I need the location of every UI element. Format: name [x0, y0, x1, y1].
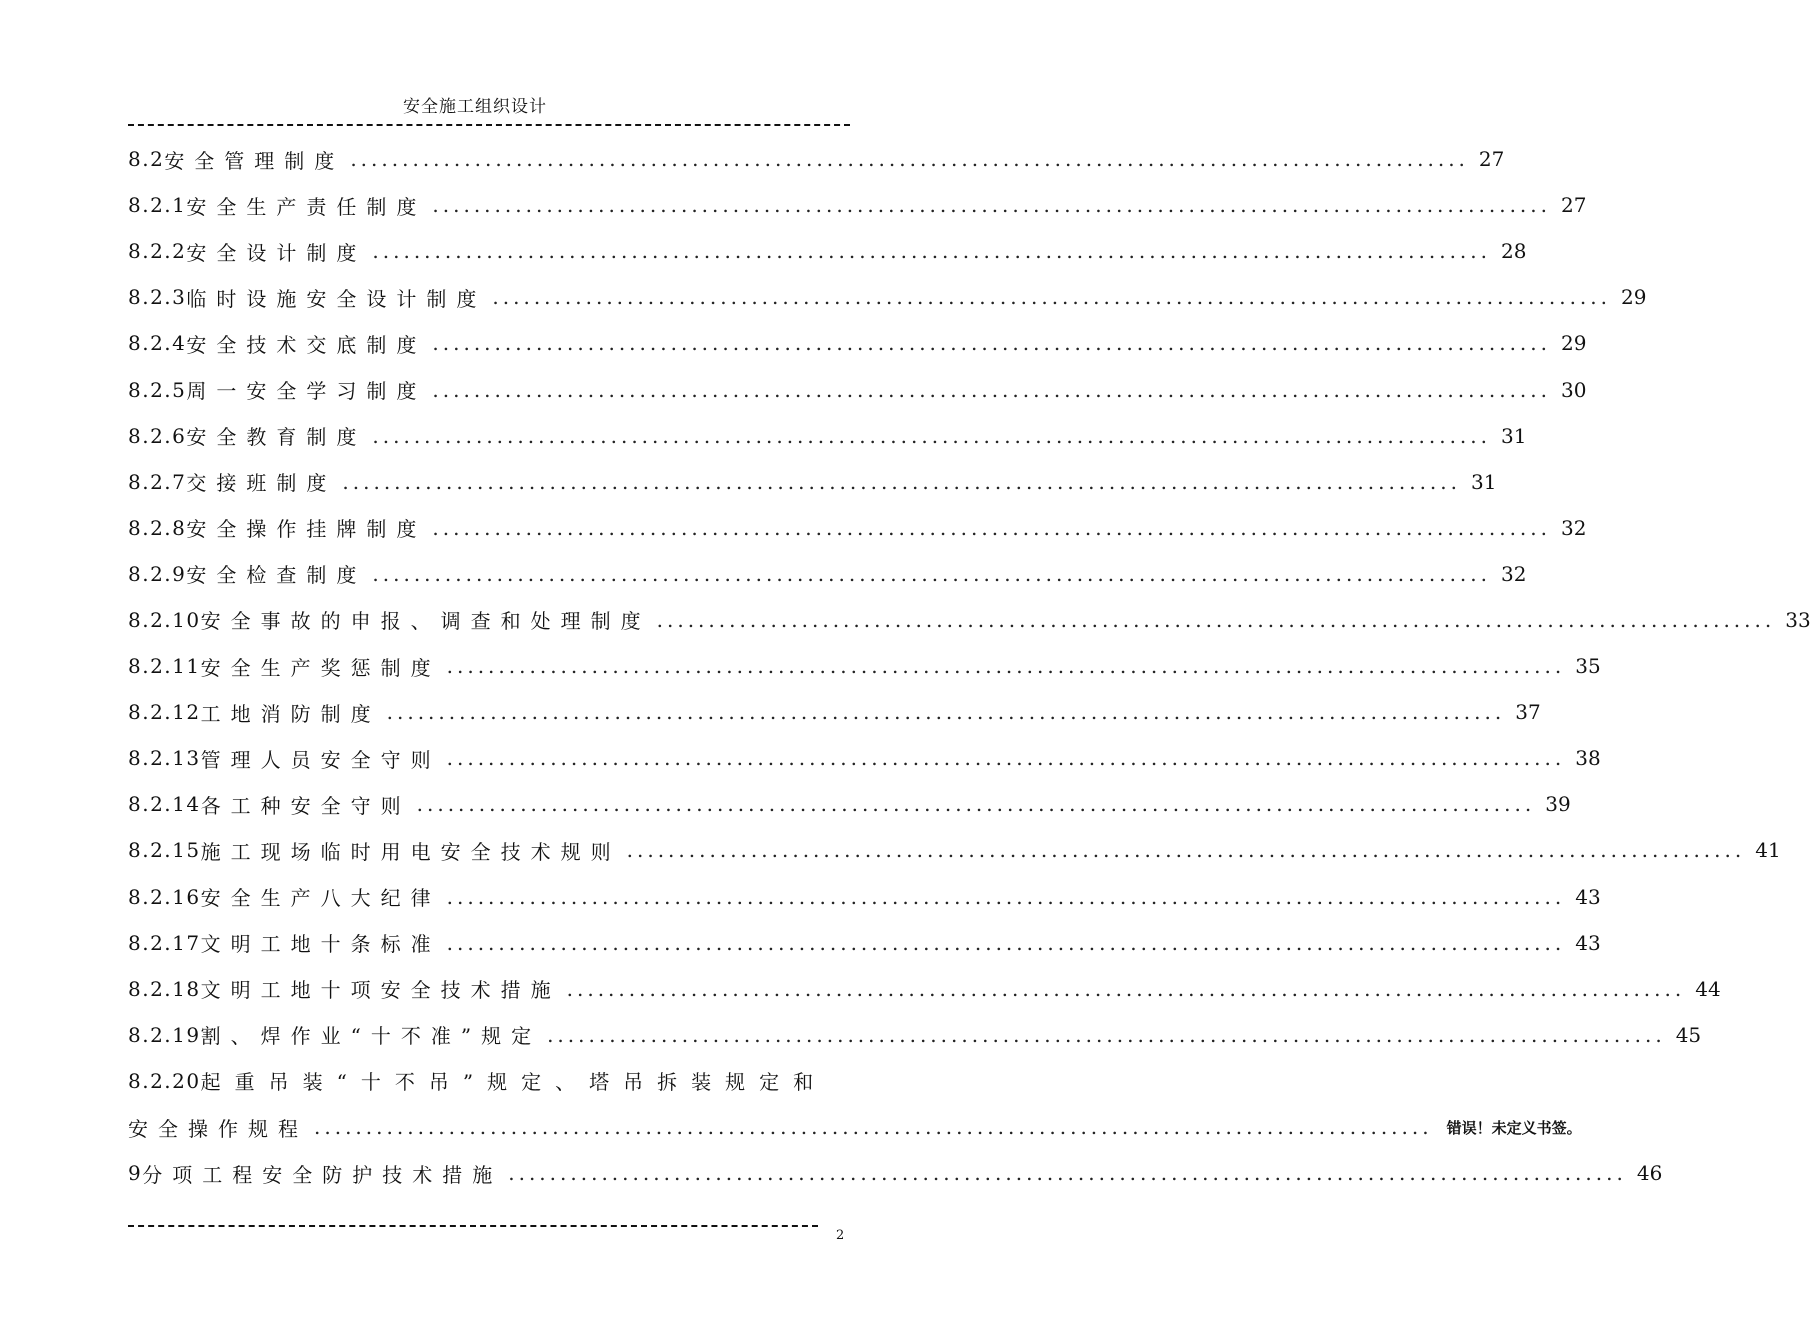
- toc-bookmark-error: 错误！未定义书签。: [1446, 1118, 1582, 1137]
- page-number: 2: [836, 1228, 845, 1243]
- toc-entry[interactable]: [128, 966, 1721, 1012]
- toc-entry-number: 8.2.17: [128, 930, 201, 955]
- toc-entry-page: 46: [1636, 1161, 1663, 1186]
- toc-entry-number: 8.2.11: [128, 654, 201, 679]
- toc-entry-title: 文明工地十条标准: [200, 932, 441, 957]
- toc-entry-number: 9: [128, 1161, 143, 1186]
- toc-entry[interactable]: [128, 228, 1527, 274]
- toc-entry-title: 文明工地十项安全技术措施: [200, 978, 561, 1003]
- toc-entry-page: 32: [1501, 561, 1527, 586]
- toc-dot-leader: ............................................................................................................: [566, 976, 1686, 1001]
- toc-entry-title: 安全生产责任制度: [186, 194, 427, 219]
- toc-entry[interactable]: [128, 689, 1541, 735]
- toc-entry-title: 各工种安全守则: [200, 793, 411, 818]
- toc-dot-leader: ............................................................................................................: [432, 515, 1551, 540]
- toc-entry-title: 安全生产八大纪律: [200, 886, 441, 911]
- toc-entry-title: 安全检查制度: [186, 563, 367, 588]
- toc-entry-title: 临时设施安全设计制度: [186, 286, 487, 311]
- toc-entry-title: 安全设计制度: [186, 240, 367, 265]
- toc-dot-leader: ............................................................................................................: [432, 193, 1551, 218]
- toc-entry[interactable]: [128, 320, 1587, 366]
- toc-entry-page: 43: [1575, 930, 1601, 955]
- toc-entry-number: 8.2.13: [128, 746, 201, 771]
- toc-entry-title: 交接班制度: [186, 471, 337, 496]
- toc-dot-leader: ............................................................................................................: [656, 607, 1776, 632]
- toc-entry[interactable]: [128, 827, 1781, 873]
- toc-entry-title: 安全管理制度: [164, 148, 345, 173]
- toc-entry[interactable]: [128, 136, 1505, 182]
- toc-entry-page: 27: [1478, 147, 1505, 172]
- toc-entry-page: 37: [1515, 700, 1541, 725]
- toc-entry-number: 8.2.1: [128, 193, 187, 218]
- toc-entry[interactable]: [128, 505, 1587, 551]
- toc-dot-leader: ............................................................................................................: [372, 423, 1491, 448]
- toc-dot-leader: ............................................................................................................: [314, 1115, 1433, 1140]
- toc-entry-page: 27: [1561, 193, 1587, 218]
- toc-entry[interactable]: [128, 735, 1601, 781]
- toc-entry-number: 8.2.14: [128, 792, 201, 817]
- toc-entry-title: 安全教育制度: [186, 425, 367, 450]
- toc-entry[interactable]: [128, 920, 1601, 966]
- toc-entry[interactable]: [128, 597, 1811, 643]
- toc-dot-leader: ............................................................................................................: [432, 377, 1551, 402]
- toc-entry-page: 33: [1785, 607, 1811, 632]
- toc-entry[interactable]: [128, 551, 1527, 597]
- toc-entry[interactable]: [128, 643, 1601, 689]
- toc-entry-number: 8.2.9: [128, 561, 187, 586]
- toc-entry-page: 28: [1501, 239, 1527, 264]
- table-of-contents: [128, 136, 1811, 1196]
- toc-entry-number: 8.2.5: [128, 377, 187, 402]
- toc-entry-number: 8.2.4: [128, 331, 187, 356]
- footer-divider: [128, 1225, 818, 1227]
- toc-entry-page: 44: [1695, 976, 1721, 1001]
- toc-dot-leader: ............................................................................................................: [626, 838, 1746, 863]
- toc-dot-leader: ............................................................................................................: [446, 746, 1566, 771]
- toc-entry-number: 8.2.20: [128, 1068, 201, 1093]
- toc-dot-leader: ............................................................................................................: [350, 147, 1469, 172]
- toc-entry[interactable]: [128, 366, 1587, 412]
- toc-entry-page: 29: [1621, 285, 1647, 310]
- toc-entry-number: 8.2.16: [128, 884, 201, 909]
- toc-entry[interactable]: [128, 874, 1601, 920]
- toc-entry-page: 41: [1755, 838, 1781, 863]
- page-header-title: 安全施工组织设计: [403, 97, 547, 117]
- toc-entry-page: 31: [1471, 469, 1497, 494]
- toc-entry-number: 8.2.15: [128, 838, 201, 863]
- toc-dot-leader: ............................................................................................................: [342, 469, 1461, 494]
- toc-entry-page: 43: [1575, 884, 1601, 909]
- toc-entry-page: 35: [1575, 654, 1601, 679]
- toc-entry-number: 8.2.2: [128, 239, 187, 264]
- toc-entry-page: 32: [1561, 515, 1587, 540]
- toc-entry[interactable]: [128, 1150, 1663, 1196]
- toc-dot-leader: ............................................................................................................: [416, 792, 1536, 817]
- toc-entry[interactable]: [128, 182, 1587, 228]
- toc-entry[interactable]: [128, 781, 1571, 827]
- toc-entry-page: 38: [1575, 746, 1601, 771]
- toc-dot-leader: ............................................................................................................: [508, 1161, 1627, 1186]
- toc-entry-title: 起重吊装“十不吊”规定、塔吊拆装规定和: [200, 1070, 828, 1095]
- header-divider: [128, 124, 850, 126]
- toc-entry-number: 8.2.6: [128, 423, 187, 448]
- toc-entry[interactable]: [128, 274, 1647, 320]
- toc-entry-title: 安全操作挂牌制度: [186, 517, 427, 542]
- toc-entry-title: 安全生产奖惩制度: [200, 655, 441, 680]
- toc-entry-number: 8.2.10: [128, 607, 201, 632]
- toc-entry[interactable]: [128, 1058, 840, 1104]
- toc-dot-leader: ............................................................................................................: [547, 1022, 1666, 1047]
- toc-entry-number: 8.2.12: [128, 700, 201, 725]
- toc-entry-number: 8.2: [128, 147, 165, 172]
- toc-dot-leader: ............................................................................................................: [432, 331, 1551, 356]
- toc-dot-leader: ............................................................................................................: [372, 561, 1491, 586]
- toc-entry[interactable]: [128, 413, 1527, 459]
- toc-entry-page: 31: [1501, 423, 1527, 448]
- toc-entry-title: 安全操作规程: [128, 1116, 308, 1141]
- toc-entry-number: 8.2.8: [128, 515, 187, 540]
- toc-entry-title: 安全技术交底制度: [186, 332, 427, 357]
- toc-entry-continuation[interactable]: [128, 1104, 1582, 1150]
- toc-entry-title: 管理人员安全守则: [200, 747, 441, 772]
- toc-entry-page: 45: [1675, 1022, 1702, 1047]
- toc-entry-title: 周一安全学习制度: [186, 379, 427, 404]
- toc-dot-leader: ............................................................................................................: [446, 930, 1566, 955]
- toc-entry-title: 工地消防制度: [200, 701, 381, 726]
- toc-entry-title: 安全事故的申报、调查和处理制度: [200, 609, 651, 634]
- toc-entry-number: 8.2.7: [128, 469, 187, 494]
- toc-dot-leader: ............................................................................................................: [446, 654, 1566, 679]
- toc-entry-title: 施工现场临时用电安全技术规则: [200, 839, 621, 864]
- toc-entry-number: 8.2.3: [128, 285, 187, 310]
- toc-entry[interactable]: [128, 459, 1497, 505]
- toc-dot-leader: ............................................................................................................: [386, 700, 1506, 725]
- toc-entry-title: 分项工程安全防护技术措施: [142, 1162, 503, 1187]
- toc-entry-page: 29: [1561, 331, 1587, 356]
- toc-entry-page: 39: [1545, 792, 1571, 817]
- toc-entry-number: 8.2.18: [128, 976, 201, 1001]
- toc-dot-leader: ............................................................................................................: [372, 239, 1491, 264]
- toc-entry-page: 30: [1561, 377, 1587, 402]
- toc-entry-number: 8.2.19: [128, 1022, 201, 1047]
- toc-dot-leader: ............................................................................................................: [492, 285, 1611, 310]
- toc-dot-leader: ............................................................................................................: [446, 884, 1566, 909]
- toc-entry[interactable]: [128, 1012, 1702, 1058]
- toc-entry-title: 割、焊作业“十不准”规定: [200, 1024, 542, 1049]
